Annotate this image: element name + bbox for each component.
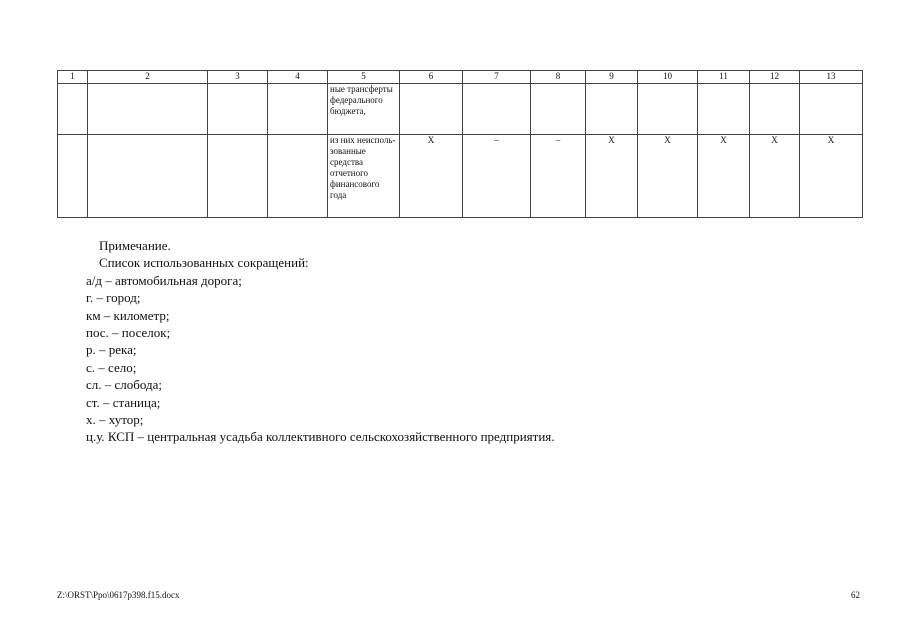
column-header-1: 1 bbox=[58, 71, 88, 84]
abbreviation-item: сл. – слобода; bbox=[86, 377, 163, 393]
table-cell: X bbox=[586, 135, 638, 218]
table-cell bbox=[586, 84, 638, 135]
row-label-cell: из них неиспользованные средства отчетного финансового года bbox=[328, 135, 400, 218]
table-cell: X bbox=[638, 135, 698, 218]
table-cell bbox=[463, 84, 531, 135]
abbreviation-item: х. – хутор; bbox=[86, 412, 144, 428]
column-header-9: 9 bbox=[586, 71, 638, 84]
table-cell bbox=[531, 84, 586, 135]
column-header-7: 7 bbox=[463, 71, 531, 84]
table-row bbox=[58, 84, 863, 135]
table-cell bbox=[208, 135, 268, 218]
footer-file-path: Z:\ORST\Ppo\0617p398.f15.docx bbox=[57, 590, 180, 600]
row-label-cell: ные трансферты федерального бюджета, bbox=[328, 84, 400, 135]
abbreviation-item: р. – река; bbox=[86, 342, 137, 358]
table-cell bbox=[208, 84, 268, 135]
table-cell bbox=[800, 84, 863, 135]
column-header-2: 2 bbox=[88, 71, 208, 84]
table-cell bbox=[400, 84, 463, 135]
abbreviations-title: Список использованных сокращений: bbox=[99, 255, 309, 271]
column-header-4: 4 bbox=[268, 71, 328, 84]
table-cell: X bbox=[750, 135, 800, 218]
table-cell bbox=[88, 84, 208, 135]
note-title: Примечание. bbox=[99, 238, 171, 253]
table-cell bbox=[268, 135, 328, 218]
table-cell: X bbox=[800, 135, 863, 218]
table-cell bbox=[58, 135, 88, 218]
abbreviation-item: км – километр; bbox=[86, 307, 170, 323]
table-cell bbox=[268, 84, 328, 135]
table-cell: – bbox=[463, 135, 531, 218]
table-cell: X bbox=[400, 135, 463, 218]
column-header-13: 13 bbox=[800, 71, 863, 84]
table-cell bbox=[638, 84, 698, 135]
abbreviation-item: с. – село; bbox=[86, 359, 137, 375]
table-cell bbox=[698, 84, 750, 135]
page-number: 62 bbox=[851, 590, 860, 600]
column-header-12: 12 bbox=[750, 71, 800, 84]
table-cell: X bbox=[698, 135, 750, 218]
abbreviation-item: а/д – автомобильная дорога; bbox=[86, 272, 242, 288]
column-header-3: 3 bbox=[208, 71, 268, 84]
notes-section bbox=[86, 237, 786, 446]
table-cell bbox=[88, 135, 208, 218]
column-header-11: 11 bbox=[698, 71, 750, 84]
column-header-10: 10 bbox=[638, 71, 698, 84]
column-header-8: 8 bbox=[531, 71, 586, 84]
abbreviation-item: г. – город; bbox=[86, 290, 141, 306]
abbreviation-item: ц.у. КСП – центральная усадьба коллективного сельскохозяйственного предприятия. bbox=[86, 429, 555, 445]
report-table bbox=[57, 70, 863, 218]
table-row bbox=[58, 135, 863, 218]
abbreviation-item: пос. – поселок; bbox=[86, 325, 171, 341]
column-header-5: 5 bbox=[328, 71, 400, 84]
table-header-row bbox=[58, 71, 863, 84]
table-cell bbox=[750, 84, 800, 135]
table-cell: – bbox=[531, 135, 586, 218]
column-header-6: 6 bbox=[400, 71, 463, 84]
table-cell bbox=[58, 84, 88, 135]
abbreviation-item: ст. – станица; bbox=[86, 394, 161, 410]
